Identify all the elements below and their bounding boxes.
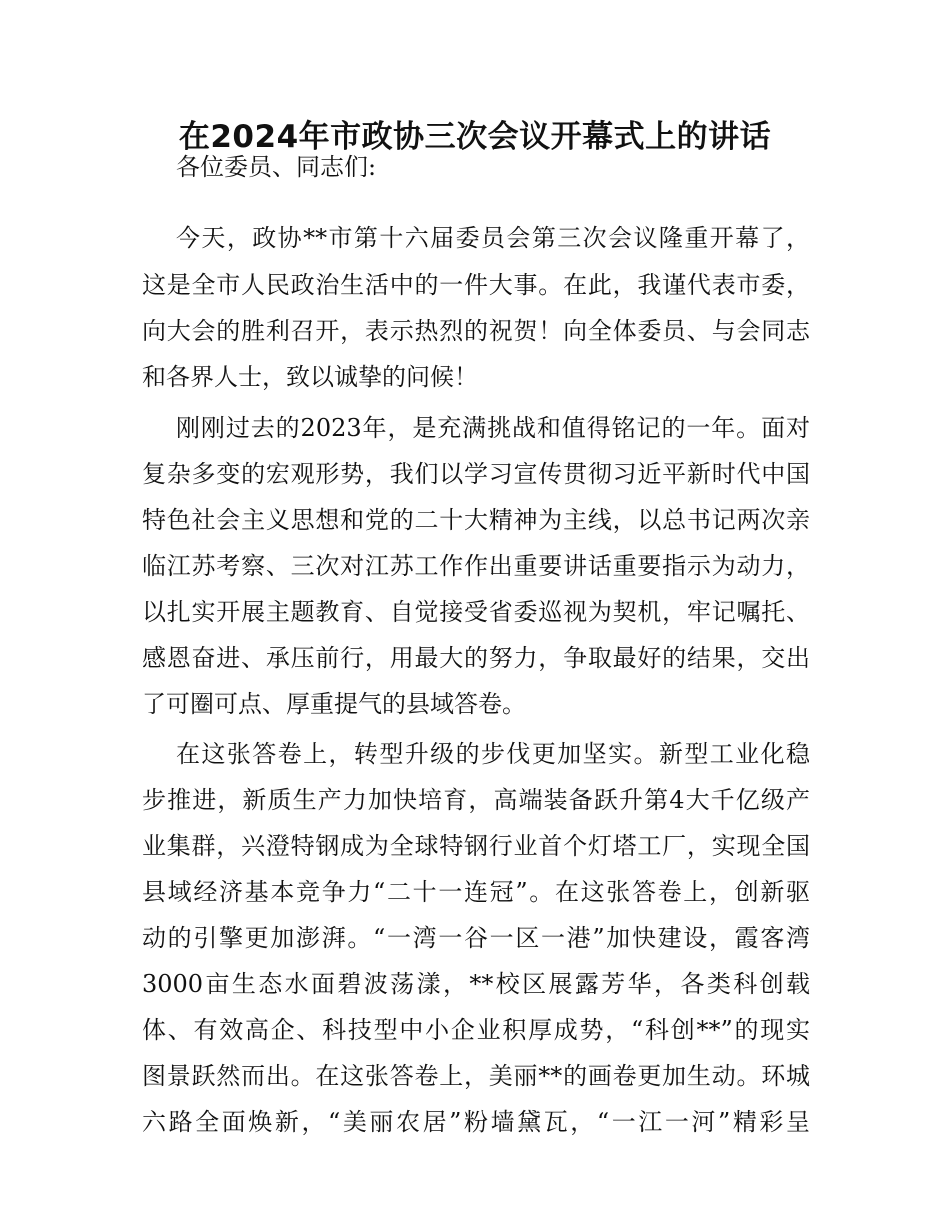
paragraph-2-line-2: 复杂多变的宏观形势，我们以学习宣传贯彻习近平新时代中国: [142, 460, 810, 488]
paragraph-3-line-2: 步推进，新质生产力加快培育，高端装备跃升第4大千亿级产: [142, 786, 810, 814]
paragraph-1-line-1: 今天，政协**市第十六届委员会第三次会议隆重开幕了，: [176, 224, 810, 252]
paragraph-1-line-2: 这是全市人民政治生活中的一件大事。在此，我谨代表市委，: [142, 271, 810, 299]
paragraph-2-line-1: 刚刚过去的2023年，是充满挑战和值得铭记的一年。面对: [176, 414, 810, 442]
paragraph-2-line-7: 了可圈可点、厚重提气的县域答卷。: [142, 690, 526, 718]
paragraph-3-line-7: 体、有效高企、科技型中小企业积厚成势，“科创**”的现实: [142, 1016, 810, 1044]
paragraph-3-line-3: 业集群，兴澄特钢成为全球特钢行业首个灯塔工厂，实现全国: [142, 832, 810, 860]
paragraph-3-line-5: 动的引擎更加澎湃。“一湾一谷一区一港”加快建设，霞客湾: [142, 924, 810, 952]
paragraph-3-line-8: 图景跃然而出。在这张答卷上，美丽**的画卷更加生动。环城: [142, 1062, 810, 1090]
document-title: 在2024年市政协三次会议开幕式上的讲话: [178, 119, 772, 155]
paragraph-3-line-9: 六路全面焕新，“美丽农居”粉墙黛瓦，“一江一河”精彩呈: [142, 1108, 810, 1136]
paragraph-3-line-1: 在这张答卷上，转型升级的步伐更加坚实。新型工业化稳: [176, 740, 810, 768]
paragraph-2-line-5: 以扎实开展主题教育、自觉接受省委巡视为契机，牢记嘱托、: [142, 598, 810, 626]
paragraph-2-line-4: 临江苏考察、三次对江苏工作作出重要讲话重要指示为动力，: [142, 552, 810, 580]
paragraph-3-line-6: 3000亩生态水面碧波荡漾，**校区展露芳华，各类科创载: [142, 970, 810, 998]
paragraph-1-line-3: 向大会的胜利召开，表示热烈的祝贺！向全体委员、与会同志: [142, 317, 810, 345]
paragraph-2-line-3: 特色社会主义思想和党的二十大精神为主线，以总书记两次亲: [142, 506, 810, 534]
paragraph-3-line-4: 县域经济基本竞争力“二十一连冠”。在这张答卷上，创新驱: [142, 878, 810, 906]
salutation: 各位委员、同志们:: [176, 153, 377, 181]
paragraph-1-line-4: 和各界人士，致以诚挚的问候！: [142, 363, 478, 391]
paragraph-2-line-6: 感恩奋进、承压前行，用最大的努力，争取最好的结果，交出: [142, 644, 810, 672]
